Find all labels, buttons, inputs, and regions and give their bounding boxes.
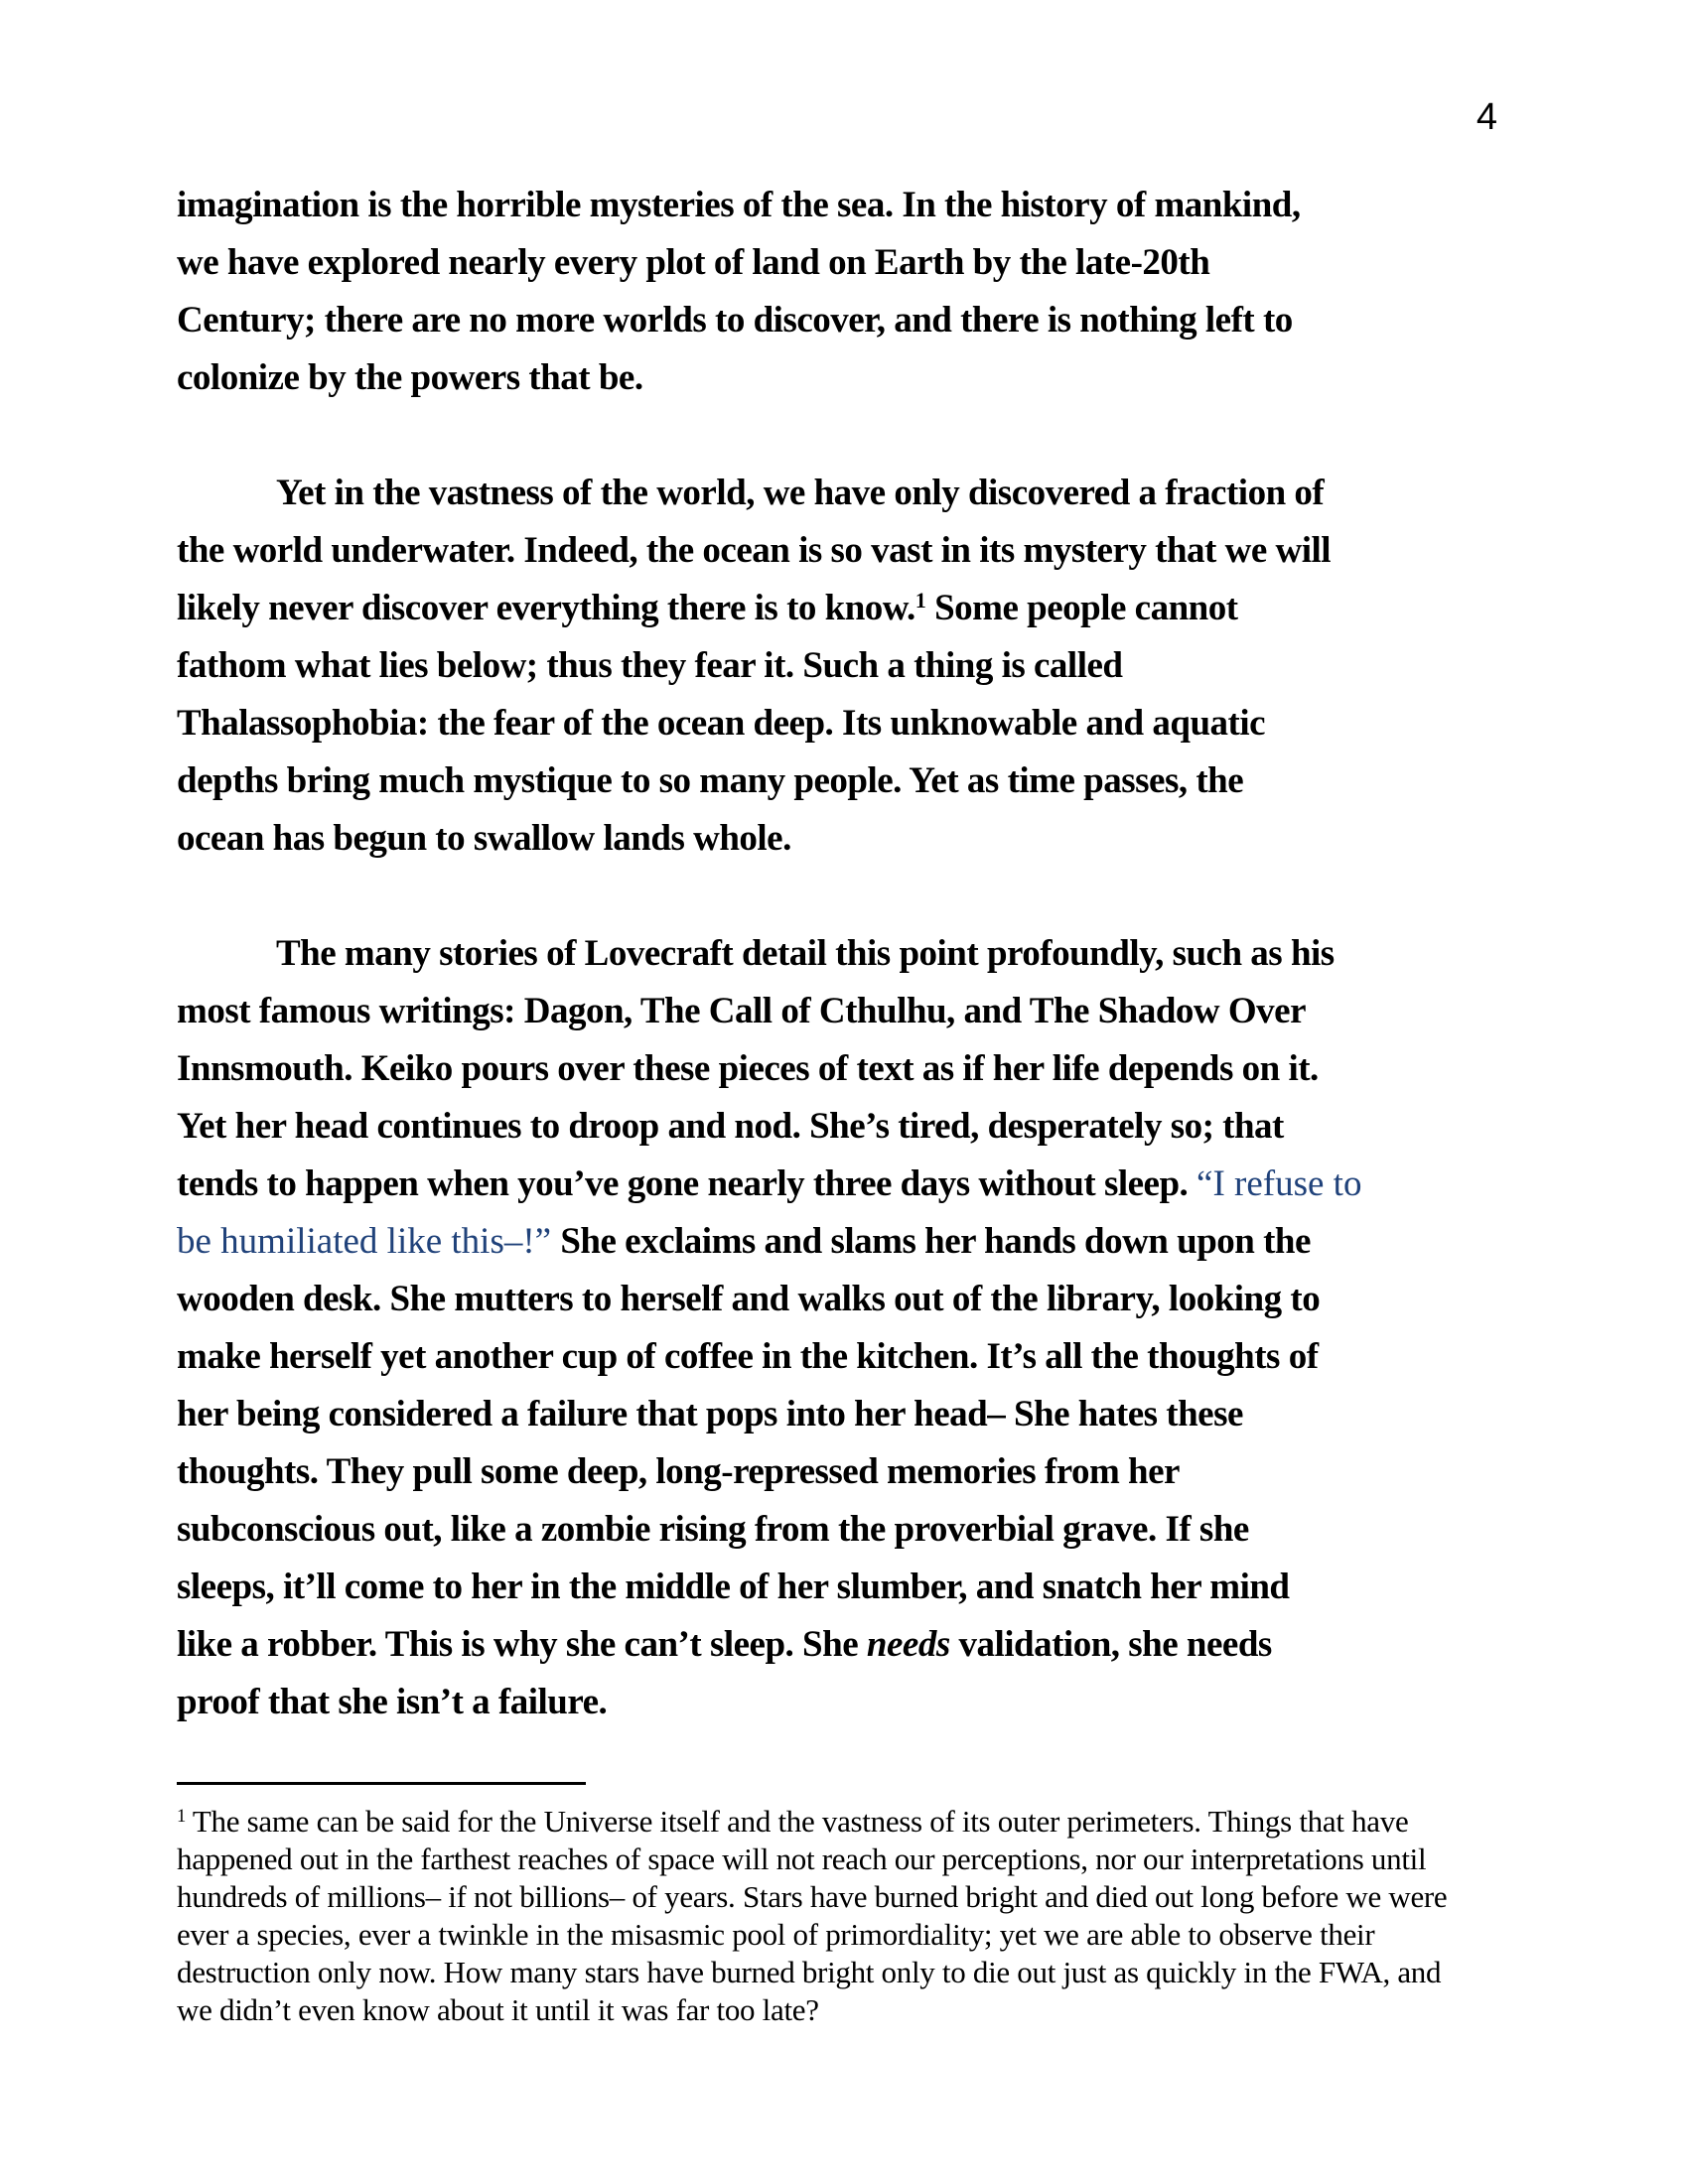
text-line bbox=[177, 177, 1513, 234]
text-segment: tends to happen when you’ve gone nearly three days without sleep. bbox=[177, 1163, 1197, 1204]
text-line bbox=[177, 1040, 1513, 1098]
text-line bbox=[177, 752, 1513, 810]
text-segment: fathom what lies below; thus they fear it. Such a thing is called bbox=[177, 645, 1123, 686]
text-line bbox=[177, 1916, 1513, 1954]
text-segment: Century; there are no more worlds to discover, and there is nothing left to bbox=[177, 300, 1293, 341]
text-segment: like a robber. This is why she can’t sleep. She bbox=[177, 1624, 867, 1665]
footnote-text bbox=[177, 1803, 1513, 2029]
text-segment: we have explored nearly every plot of land on Earth by the late-20th bbox=[177, 242, 1210, 283]
text-line bbox=[177, 234, 1513, 292]
text-line bbox=[177, 349, 1513, 407]
text-segment: subconscious out, like a zombie rising from the proverbial grave. If she bbox=[177, 1509, 1249, 1550]
paragraph bbox=[177, 925, 1513, 1731]
text-line bbox=[177, 1213, 1513, 1271]
text-line bbox=[177, 983, 1513, 1040]
text-line bbox=[177, 1674, 1513, 1731]
text-line bbox=[177, 522, 1513, 580]
text-line bbox=[177, 580, 1513, 637]
text-segment: make herself yet another cup of coffee in the kitchen. It’s all the thoughts of bbox=[177, 1336, 1319, 1377]
text-segment: The same can be said for the Universe itself and the vastness of its outer perimeters. Things that have bbox=[186, 1804, 1409, 1839]
text-segment-quote-blue: “I refuse to bbox=[1196, 1163, 1362, 1204]
text-line bbox=[177, 1878, 1513, 1916]
text-line bbox=[177, 1271, 1513, 1328]
text-line bbox=[177, 1616, 1513, 1674]
text-segment-superscript: 1 bbox=[914, 587, 926, 613]
page-number: 4 bbox=[1476, 96, 1497, 138]
text-segment: The many stories of Lovecraft detail this point profoundly, such as his bbox=[276, 933, 1335, 974]
text-segment: imagination is the horrible mysteries of the sea. In the history of mankind, bbox=[177, 185, 1301, 225]
text-line bbox=[177, 925, 1513, 983]
text-line bbox=[177, 1841, 1513, 1878]
text-segment: likely never discover everything there is to know. bbox=[177, 588, 915, 628]
text-segment: colonize by the powers that be. bbox=[177, 357, 643, 398]
text-line bbox=[177, 292, 1513, 349]
text-segment: depths bring much mystique to so many people. Yet as time passes, the bbox=[177, 760, 1244, 801]
text-line bbox=[177, 1443, 1513, 1501]
text-segment: Thalassophobia: the fear of the ocean deep. Its unknowable and aquatic bbox=[177, 703, 1266, 744]
text-line bbox=[177, 1328, 1513, 1386]
text-segment: her being considered a failure that pops into her head– She hates these bbox=[177, 1394, 1243, 1434]
text-segment: thoughts. They pull some deep, long-repressed memories from her bbox=[177, 1451, 1180, 1492]
text-segment: Yet in the vastness of the world, we have only discovered a fraction of bbox=[276, 473, 1325, 513]
text-line bbox=[177, 465, 1513, 522]
paragraph bbox=[177, 177, 1513, 407]
text-line bbox=[177, 695, 1513, 752]
text-segment: ever a species, ever a twinkle in the misasmic pool of primordiality; yet we are able to observe their bbox=[177, 1917, 1375, 1952]
text-segment: sleeps, it’ll come to her in the middle of her slumber, and snatch her mind bbox=[177, 1567, 1290, 1607]
text-segment: She exclaims and slams her hands down upon the bbox=[560, 1221, 1311, 1262]
text-segment-quote-blue: be humiliated like this–!” bbox=[177, 1221, 561, 1262]
text-segment: Yet her head continues to droop and nod. She’s tired, desperately so; that bbox=[177, 1106, 1284, 1147]
text-line bbox=[177, 1156, 1513, 1213]
text-line bbox=[177, 1559, 1513, 1616]
text-segment: wooden desk. She mutters to herself and walks out of the library, looking to bbox=[177, 1279, 1321, 1319]
text-line bbox=[177, 1991, 1513, 2029]
footnote-separator bbox=[177, 1782, 586, 1785]
text-segment: destruction only now. How many stars have burned bright only to die out just as quickly in the FWA, and bbox=[177, 1955, 1442, 1989]
text-segment-superscript: 1 bbox=[177, 1805, 186, 1827]
text-line bbox=[177, 1803, 1513, 1841]
text-segment: hundreds of millions– if not billions– of years. Stars have burned bright and died out long before we were bbox=[177, 1879, 1448, 1914]
text-segment: proof that she isn’t a failure. bbox=[177, 1682, 608, 1722]
text-segment: Innsmouth. Keiko pours over these pieces of text as if her life depends on it. bbox=[177, 1048, 1319, 1089]
text-segment: most famous writings: Dagon, The Call of Cthulhu, and The Shadow Over bbox=[177, 991, 1307, 1031]
text-segment: validation, she needs bbox=[949, 1624, 1272, 1665]
text-segment: ocean has begun to swallow lands whole. bbox=[177, 818, 791, 859]
text-line bbox=[177, 637, 1513, 695]
text-segment: we didn’t even know about it until it was far too late? bbox=[177, 1992, 819, 2027]
document-body bbox=[177, 177, 1513, 1789]
text-line bbox=[177, 1386, 1513, 1443]
text-segment-emphasis-italic: needs bbox=[866, 1624, 950, 1665]
text-line bbox=[177, 1501, 1513, 1559]
text-segment: Some people cannot bbox=[925, 588, 1238, 628]
text-line bbox=[177, 1098, 1513, 1156]
footnote-section bbox=[177, 1782, 1513, 2029]
text-line bbox=[177, 810, 1513, 868]
text-segment: happened out in the farthest reaches of space will not reach our perceptions, nor our interpretations until bbox=[177, 1842, 1427, 1876]
text-line bbox=[177, 1954, 1513, 1991]
text-segment: the world underwater. Indeed, the ocean is so vast in its mystery that we will bbox=[177, 530, 1332, 571]
paragraph bbox=[177, 465, 1513, 868]
